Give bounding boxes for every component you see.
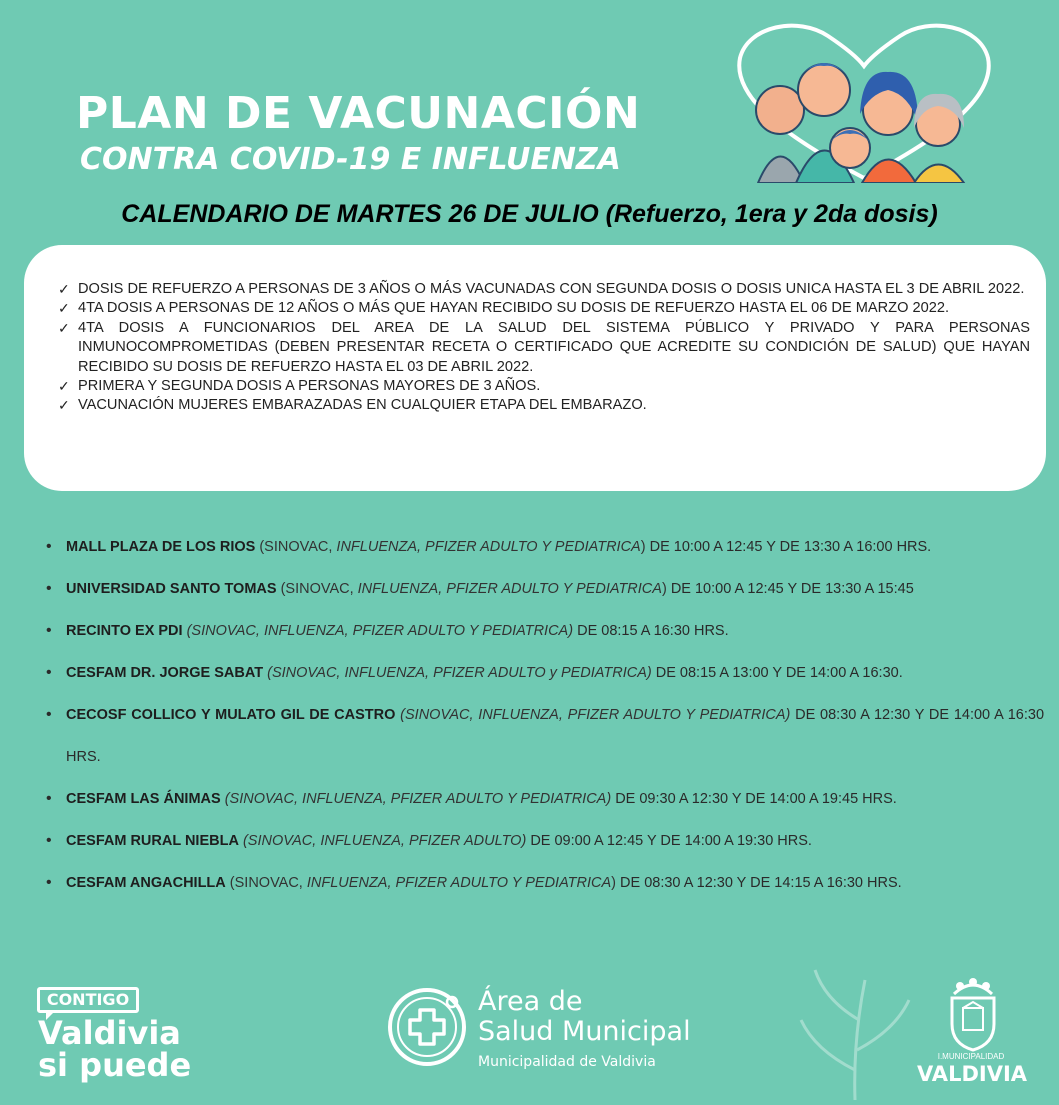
municipality-label: VALDIVIA (916, 1062, 1028, 1086)
location-item (44, 526, 1044, 568)
vaccine-list: (SINOVAC, INFLUENZA, PFIZER ADULTO) (242, 833, 527, 849)
location-name: CECOSF COLLICO Y MULATO GIL DE CASTRO (66, 707, 396, 723)
location-name: CESFAM DR. JORGE SABAT (66, 665, 264, 681)
location-hours: DE 09:30 A 12:30 Y DE 14:00 A 19:45 HRS. (611, 791, 897, 807)
family-heart-illustration (728, 18, 1000, 183)
calendar-heading: CALENDARIO DE MARTES 26 DE JULIO (Refuerzo, 1era y 2da dosis) (121, 200, 938, 228)
criteria-item (58, 396, 1030, 415)
location-name: CESFAM LAS ÁNIMAS (66, 791, 221, 807)
check-icon: ✓ (58, 319, 70, 336)
bullet-icon: • (46, 538, 52, 555)
criteria-text: 4TA DOSIS A FUNCIONARIOS DEL AREA DE LA SALUD DEL SISTEMA PÚBLICO Y PRIVADO Y PARA PERSONAS INMUNOCOMPROMETIDAS (DEBEN PRESENTAR RECETA O CERTIFICADO QUE ACREDITE SU CONDICIÓN DE SALUD) QUE HAYAN RECIBIDO SU DOSIS DE REFUERZO HASTA EL 03 DE ABRIL 2022. (78, 319, 1030, 375)
location-hours: DE 08:15 A 16:30 HRS. (573, 623, 729, 639)
bullet-icon: • (46, 580, 52, 597)
criteria-item (58, 377, 1030, 396)
page-subtitle: CONTRA COVID-19 E INFLUENZA (80, 142, 621, 177)
criteria-text: PRIMERA Y SEGUNDA DOSIS A PERSONAS MAYORES DE 3 AÑOS. (78, 378, 541, 395)
vaccine-list: (SINOVAC, INFLUENZA, PFIZER ADULTO Y PEDIATRICA) (400, 707, 791, 723)
check-icon: ✓ (58, 397, 70, 414)
criteria-list (58, 280, 1030, 416)
vaccine-close: ) (661, 581, 667, 597)
vaccine-list: INFLUENZA, PFIZER ADULTO Y PEDIATRICA (306, 875, 612, 891)
municipal-crest-icon (938, 972, 1008, 1052)
location-item (44, 820, 1044, 862)
location-name: CESFAM ANGACHILLA (66, 875, 226, 891)
criteria-text: 4TA DOSIS A PERSONAS DE 12 AÑOS O MÁS QUE HAYAN RECIBIDO SU DOSIS DE REFUERZO HASTA EL 06 DE MARZO 2022. (78, 300, 949, 317)
criteria-text: DOSIS DE REFUERZO A PERSONAS DE 3 AÑOS O MÁS VACUNADAS CON SEGUNDA DOSIS O DOSIS UNICA HASTA EL 3 DE ABRIL 2022. (78, 281, 1025, 297)
criteria-text: VACUNACIÓN MUJERES EMBARAZADAS EN CUALQUIER ETAPA DEL EMBARAZO. (78, 397, 647, 414)
vaccine-close: ) (640, 539, 646, 555)
location-item (44, 610, 1044, 652)
bullet-icon: • (46, 790, 52, 807)
page-title: PLAN DE VACUNACIÓN (76, 88, 641, 139)
location-hours: DE 10:00 A 12:45 Y DE 13:30 A 16:00 HRS. (645, 539, 932, 555)
location-hours: DE 08:30 A 12:30 Y DE 14:15 A 16:30 HRS. (616, 875, 902, 891)
vaccine-list: (SINOVAC, INFLUENZA, PFIZER ADULTO Y PEDIATRICA) (186, 623, 574, 639)
location-item (44, 568, 1044, 610)
salud-title-line1: Área de (478, 986, 583, 1017)
vaccine-close: ) (611, 875, 617, 891)
check-icon: ✓ (58, 378, 70, 395)
vaccine-open: (SINOVAC, (276, 581, 358, 597)
salud-title-line2: Salud Municipal (478, 1016, 691, 1047)
health-cross-logo-icon (386, 986, 468, 1068)
location-item (44, 862, 1044, 904)
locations-list (44, 526, 1044, 904)
bullet-icon: • (46, 832, 52, 849)
municipality-label-small: I.MUNICIPALIDAD (937, 1052, 1005, 1061)
salud-subtitle: Municipalidad de Valdivia (478, 1054, 656, 1070)
vaccine-list: (SINOVAC, INFLUENZA, PFIZER ADULTO y PEDIATRICA) (267, 665, 652, 681)
check-icon: ✓ (58, 281, 70, 297)
plant-decoration-icon (795, 960, 915, 1100)
criteria-item (58, 280, 1030, 299)
location-item (44, 778, 1044, 820)
location-item (44, 652, 1044, 694)
bullet-icon: • (46, 874, 52, 891)
location-name: RECINTO EX PDI (66, 623, 183, 639)
vaccine-list: (SINOVAC, INFLUENZA, PFIZER ADULTO Y PEDIATRICA) (224, 791, 612, 807)
bullet-icon: • (46, 622, 52, 639)
location-hours: DE 10:00 A 12:45 Y DE 13:30 A 15:45 (666, 581, 914, 597)
bullet-icon: • (46, 706, 52, 723)
vaccine-open: (SINOVAC, (255, 539, 337, 555)
vaccine-open: (SINOVAC, (225, 875, 307, 891)
contigo-badge: CONTIGO (37, 987, 139, 1013)
check-icon: ✓ (58, 300, 70, 317)
valdivia-slogan-line2: si puede (38, 1046, 192, 1084)
valdivia-slogan-line1: Valdivia (38, 1014, 181, 1052)
location-hours: DE 08:30 A 12:30 Y DE 14:00 A 16:30 HRS. (66, 707, 1045, 765)
location-name: MALL PLAZA DE LOS RIOS (66, 539, 256, 555)
location-name: UNIVERSIDAD SANTO TOMAS (66, 581, 277, 597)
location-item (44, 694, 1044, 778)
vaccine-list: INFLUENZA, PFIZER ADULTO Y PEDIATRICA (336, 539, 641, 555)
criteria-item (58, 299, 1030, 318)
bullet-icon: • (46, 664, 52, 681)
location-hours: DE 09:00 A 12:45 Y DE 14:00 A 19:30 HRS. (526, 833, 812, 849)
location-hours: DE 08:15 A 13:00 Y DE 14:00 A 16:30. (651, 665, 903, 681)
location-name: CESFAM RURAL NIEBLA (66, 833, 239, 849)
criteria-item (58, 319, 1030, 377)
vaccine-list: INFLUENZA, PFIZER ADULTO Y PEDIATRICA (357, 581, 662, 597)
